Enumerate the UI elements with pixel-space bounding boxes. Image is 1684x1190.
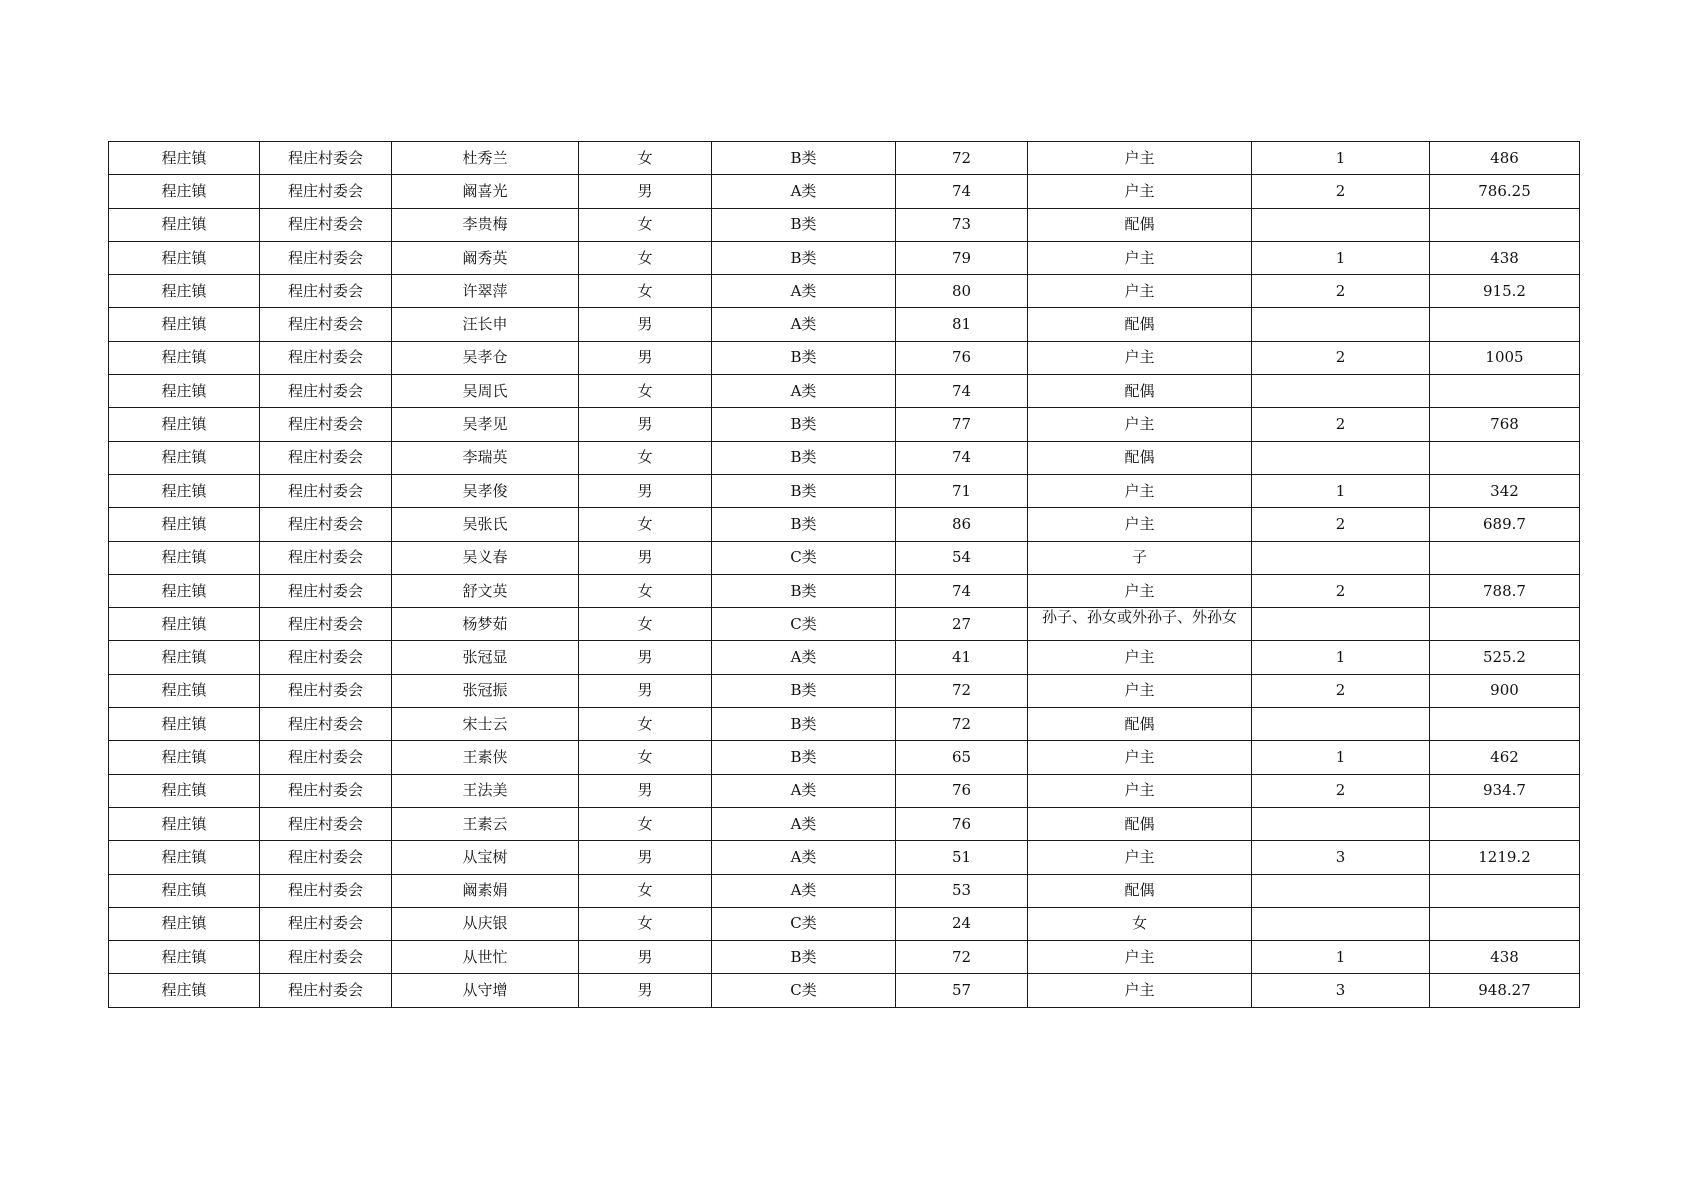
household-size-cell: 1 [1252, 941, 1430, 974]
household-size-cell: 1 [1252, 241, 1430, 274]
table-row [109, 474, 1580, 507]
age-cell: 65 [896, 741, 1028, 774]
amount-cell: 915.2 [1430, 275, 1580, 308]
relation-cell: 配偶 [1028, 874, 1252, 907]
village-cell: 程庄村委会 [260, 907, 392, 940]
age-cell: 53 [896, 874, 1028, 907]
name-cell: 阚秀英 [392, 241, 579, 274]
town-cell: 程庄镇 [109, 175, 260, 208]
gender-cell: 女 [579, 574, 712, 607]
category-cell: A类 [712, 375, 896, 408]
table-row [109, 275, 1580, 308]
amount-cell [1430, 608, 1580, 641]
category-cell: B类 [712, 441, 896, 474]
age-cell: 72 [896, 941, 1028, 974]
age-cell: 74 [896, 441, 1028, 474]
amount-cell: 1219.2 [1430, 841, 1580, 874]
town-cell: 程庄镇 [109, 841, 260, 874]
age-cell: 76 [896, 807, 1028, 840]
town-cell: 程庄镇 [109, 541, 260, 574]
town-cell: 程庄镇 [109, 474, 260, 507]
age-cell: 86 [896, 508, 1028, 541]
household-size-cell [1252, 874, 1430, 907]
table-row [109, 608, 1580, 641]
table-row [109, 874, 1580, 907]
age-cell: 54 [896, 541, 1028, 574]
household-size-cell: 2 [1252, 508, 1430, 541]
amount-cell: 788.7 [1430, 574, 1580, 607]
name-cell: 舒文英 [392, 574, 579, 607]
amount-cell: 786.25 [1430, 175, 1580, 208]
category-cell: B类 [712, 142, 896, 175]
village-cell: 程庄村委会 [260, 807, 392, 840]
village-cell: 程庄村委会 [260, 474, 392, 507]
relation-cell: 户主 [1028, 175, 1252, 208]
relation-cell: 户主 [1028, 574, 1252, 607]
category-cell: A类 [712, 807, 896, 840]
relation-cell: 户主 [1028, 841, 1252, 874]
household-size-cell: 1 [1252, 474, 1430, 507]
table-row [109, 841, 1580, 874]
gender-cell: 男 [579, 641, 712, 674]
name-cell: 汪长申 [392, 308, 579, 341]
age-cell: 51 [896, 841, 1028, 874]
household-size-cell [1252, 541, 1430, 574]
village-cell: 程庄村委会 [260, 341, 392, 374]
amount-cell [1430, 308, 1580, 341]
amount-cell: 689.7 [1430, 508, 1580, 541]
age-cell: 79 [896, 241, 1028, 274]
age-cell: 72 [896, 674, 1028, 707]
relation-cell: 配偶 [1028, 708, 1252, 741]
table-row [109, 674, 1580, 707]
town-cell: 程庄镇 [109, 674, 260, 707]
category-cell: B类 [712, 474, 896, 507]
household-size-cell: 1 [1252, 741, 1430, 774]
name-cell: 从宝树 [392, 841, 579, 874]
table-row [109, 574, 1580, 607]
gender-cell: 女 [579, 441, 712, 474]
gender-cell: 女 [579, 375, 712, 408]
category-cell: A类 [712, 275, 896, 308]
household-size-cell [1252, 208, 1430, 241]
household-size-cell: 2 [1252, 275, 1430, 308]
gender-cell: 女 [579, 741, 712, 774]
gender-cell: 女 [579, 508, 712, 541]
name-cell: 从庆银 [392, 907, 579, 940]
age-cell: 27 [896, 608, 1028, 641]
town-cell: 程庄镇 [109, 974, 260, 1007]
town-cell: 程庄镇 [109, 807, 260, 840]
age-cell: 74 [896, 574, 1028, 607]
amount-cell: 486 [1430, 142, 1580, 175]
village-cell: 程庄村委会 [260, 608, 392, 641]
household-size-cell [1252, 907, 1430, 940]
gender-cell: 男 [579, 341, 712, 374]
village-cell: 程庄村委会 [260, 375, 392, 408]
household-size-cell [1252, 441, 1430, 474]
town-cell: 程庄镇 [109, 907, 260, 940]
relation-cell: 户主 [1028, 641, 1252, 674]
town-cell: 程庄镇 [109, 708, 260, 741]
amount-cell: 934.7 [1430, 774, 1580, 807]
amount-cell [1430, 441, 1580, 474]
table-row [109, 175, 1580, 208]
relation-cell: 配偶 [1028, 308, 1252, 341]
village-cell: 程庄村委会 [260, 841, 392, 874]
roster-body [109, 142, 1580, 1008]
relation-cell: 配偶 [1028, 208, 1252, 241]
village-cell: 程庄村委会 [260, 508, 392, 541]
name-cell: 许翠萍 [392, 275, 579, 308]
village-cell: 程庄村委会 [260, 741, 392, 774]
relation-cell: 户主 [1028, 774, 1252, 807]
relation-cell: 户主 [1028, 674, 1252, 707]
age-cell: 57 [896, 974, 1028, 1007]
village-cell: 程庄村委会 [260, 308, 392, 341]
relation-cell: 女 [1028, 907, 1252, 940]
household-size-cell [1252, 807, 1430, 840]
category-cell: C类 [712, 974, 896, 1007]
category-cell: A类 [712, 641, 896, 674]
amount-cell [1430, 208, 1580, 241]
relation-cell: 孙子、孙女或外孙子、外孙女 [1028, 608, 1252, 641]
town-cell: 程庄镇 [109, 375, 260, 408]
age-cell: 74 [896, 175, 1028, 208]
category-cell: B类 [712, 241, 896, 274]
amount-cell: 1005 [1430, 341, 1580, 374]
town-cell: 程庄镇 [109, 874, 260, 907]
name-cell: 杨梦茹 [392, 608, 579, 641]
relation-cell: 配偶 [1028, 375, 1252, 408]
category-cell: B类 [712, 341, 896, 374]
table-row [109, 441, 1580, 474]
gender-cell: 男 [579, 308, 712, 341]
amount-cell: 948.27 [1430, 974, 1580, 1007]
household-size-cell [1252, 308, 1430, 341]
town-cell: 程庄镇 [109, 275, 260, 308]
name-cell: 王素云 [392, 807, 579, 840]
table-row [109, 941, 1580, 974]
relation-cell: 户主 [1028, 241, 1252, 274]
age-cell: 74 [896, 375, 1028, 408]
amount-cell: 438 [1430, 941, 1580, 974]
category-cell: A类 [712, 175, 896, 208]
village-cell: 程庄村委会 [260, 941, 392, 974]
table-row [109, 641, 1580, 674]
amount-cell [1430, 874, 1580, 907]
household-size-cell: 1 [1252, 142, 1430, 175]
name-cell: 阚素娟 [392, 874, 579, 907]
gender-cell: 男 [579, 175, 712, 208]
name-cell: 张冠显 [392, 641, 579, 674]
household-size-cell: 2 [1252, 774, 1430, 807]
table-row [109, 341, 1580, 374]
category-cell: B类 [712, 574, 896, 607]
name-cell: 阚喜光 [392, 175, 579, 208]
relation-cell: 户主 [1028, 741, 1252, 774]
relation-cell: 配偶 [1028, 807, 1252, 840]
gender-cell: 男 [579, 841, 712, 874]
category-cell: C类 [712, 907, 896, 940]
name-cell: 杜秀兰 [392, 142, 579, 175]
town-cell: 程庄镇 [109, 408, 260, 441]
category-cell: B类 [712, 741, 896, 774]
town-cell: 程庄镇 [109, 208, 260, 241]
name-cell: 王法美 [392, 774, 579, 807]
category-cell: A类 [712, 874, 896, 907]
age-cell: 80 [896, 275, 1028, 308]
category-cell: B类 [712, 941, 896, 974]
name-cell: 吴义春 [392, 541, 579, 574]
table-row [109, 241, 1580, 274]
category-cell: B类 [712, 708, 896, 741]
table-row [109, 708, 1580, 741]
amount-cell [1430, 375, 1580, 408]
household-size-cell: 2 [1252, 674, 1430, 707]
age-cell: 76 [896, 774, 1028, 807]
amount-cell: 525.2 [1430, 641, 1580, 674]
gender-cell: 女 [579, 807, 712, 840]
age-cell: 71 [896, 474, 1028, 507]
name-cell: 从守增 [392, 974, 579, 1007]
relation-cell: 户主 [1028, 341, 1252, 374]
category-cell: B类 [712, 674, 896, 707]
category-cell: A类 [712, 841, 896, 874]
relation-cell: 户主 [1028, 474, 1252, 507]
table-row [109, 974, 1580, 1007]
amount-cell: 768 [1430, 408, 1580, 441]
table-row [109, 741, 1580, 774]
table-row [109, 774, 1580, 807]
gender-cell: 男 [579, 941, 712, 974]
amount-cell [1430, 807, 1580, 840]
gender-cell: 女 [579, 275, 712, 308]
table-row [109, 375, 1580, 408]
name-cell: 李贵梅 [392, 208, 579, 241]
relation-cell: 户主 [1028, 508, 1252, 541]
relation-cell: 户主 [1028, 974, 1252, 1007]
amount-cell: 900 [1430, 674, 1580, 707]
name-cell: 吴孝见 [392, 408, 579, 441]
table-row [109, 142, 1580, 175]
amount-cell: 342 [1430, 474, 1580, 507]
town-cell: 程庄镇 [109, 774, 260, 807]
gender-cell: 男 [579, 974, 712, 1007]
gender-cell: 女 [579, 708, 712, 741]
category-cell: C类 [712, 608, 896, 641]
gender-cell: 男 [579, 674, 712, 707]
gender-cell: 男 [579, 408, 712, 441]
relation-cell: 户主 [1028, 408, 1252, 441]
village-cell: 程庄村委会 [260, 574, 392, 607]
relation-cell: 户主 [1028, 941, 1252, 974]
table-row [109, 308, 1580, 341]
gender-cell: 女 [579, 907, 712, 940]
roster-table [108, 141, 1580, 1008]
age-cell: 41 [896, 641, 1028, 674]
amount-cell [1430, 541, 1580, 574]
name-cell: 张冠振 [392, 674, 579, 707]
village-cell: 程庄村委会 [260, 641, 392, 674]
name-cell: 李瑞英 [392, 441, 579, 474]
village-cell: 程庄村委会 [260, 241, 392, 274]
table-row [109, 907, 1580, 940]
age-cell: 77 [896, 408, 1028, 441]
household-size-cell: 3 [1252, 974, 1430, 1007]
category-cell: C类 [712, 541, 896, 574]
town-cell: 程庄镇 [109, 308, 260, 341]
town-cell: 程庄镇 [109, 641, 260, 674]
village-cell: 程庄村委会 [260, 974, 392, 1007]
amount-cell: 438 [1430, 241, 1580, 274]
household-size-cell [1252, 608, 1430, 641]
age-cell: 81 [896, 308, 1028, 341]
village-cell: 程庄村委会 [260, 175, 392, 208]
relation-cell: 户主 [1028, 142, 1252, 175]
gender-cell: 男 [579, 474, 712, 507]
household-size-cell: 1 [1252, 641, 1430, 674]
village-cell: 程庄村委会 [260, 275, 392, 308]
category-cell: B类 [712, 408, 896, 441]
amount-cell [1430, 907, 1580, 940]
village-cell: 程庄村委会 [260, 441, 392, 474]
relation-cell: 子 [1028, 541, 1252, 574]
table-row [109, 208, 1580, 241]
name-cell: 王素侠 [392, 741, 579, 774]
village-cell: 程庄村委会 [260, 774, 392, 807]
town-cell: 程庄镇 [109, 741, 260, 774]
village-cell: 程庄村委会 [260, 208, 392, 241]
age-cell: 24 [896, 907, 1028, 940]
age-cell: 72 [896, 142, 1028, 175]
gender-cell: 男 [579, 541, 712, 574]
name-cell: 吴孝俊 [392, 474, 579, 507]
household-size-cell: 2 [1252, 175, 1430, 208]
town-cell: 程庄镇 [109, 608, 260, 641]
town-cell: 程庄镇 [109, 241, 260, 274]
town-cell: 程庄镇 [109, 574, 260, 607]
category-cell: B类 [712, 208, 896, 241]
gender-cell: 女 [579, 142, 712, 175]
household-size-cell [1252, 708, 1430, 741]
town-cell: 程庄镇 [109, 341, 260, 374]
relation-cell: 配偶 [1028, 441, 1252, 474]
household-size-cell: 3 [1252, 841, 1430, 874]
village-cell: 程庄村委会 [260, 708, 392, 741]
name-cell: 吴张氏 [392, 508, 579, 541]
name-cell: 吴周氏 [392, 375, 579, 408]
table-row [109, 807, 1580, 840]
category-cell: A类 [712, 308, 896, 341]
town-cell: 程庄镇 [109, 441, 260, 474]
town-cell: 程庄镇 [109, 142, 260, 175]
table-row [109, 541, 1580, 574]
gender-cell: 男 [579, 774, 712, 807]
age-cell: 73 [896, 208, 1028, 241]
gender-cell: 女 [579, 241, 712, 274]
village-cell: 程庄村委会 [260, 674, 392, 707]
gender-cell: 女 [579, 874, 712, 907]
household-size-cell: 2 [1252, 408, 1430, 441]
village-cell: 程庄村委会 [260, 408, 392, 441]
household-size-cell: 2 [1252, 341, 1430, 374]
table-row [109, 508, 1580, 541]
amount-cell [1430, 708, 1580, 741]
name-cell: 从世忙 [392, 941, 579, 974]
gender-cell: 女 [579, 608, 712, 641]
name-cell: 吴孝仓 [392, 341, 579, 374]
relation-cell: 户主 [1028, 275, 1252, 308]
town-cell: 程庄镇 [109, 941, 260, 974]
name-cell: 宋士云 [392, 708, 579, 741]
town-cell: 程庄镇 [109, 508, 260, 541]
village-cell: 程庄村委会 [260, 142, 392, 175]
amount-cell: 462 [1430, 741, 1580, 774]
village-cell: 程庄村委会 [260, 541, 392, 574]
village-cell: 程庄村委会 [260, 874, 392, 907]
age-cell: 76 [896, 341, 1028, 374]
table-row [109, 408, 1580, 441]
household-size-cell [1252, 375, 1430, 408]
household-size-cell: 2 [1252, 574, 1430, 607]
age-cell: 72 [896, 708, 1028, 741]
category-cell: B类 [712, 508, 896, 541]
category-cell: A类 [712, 774, 896, 807]
gender-cell: 女 [579, 208, 712, 241]
